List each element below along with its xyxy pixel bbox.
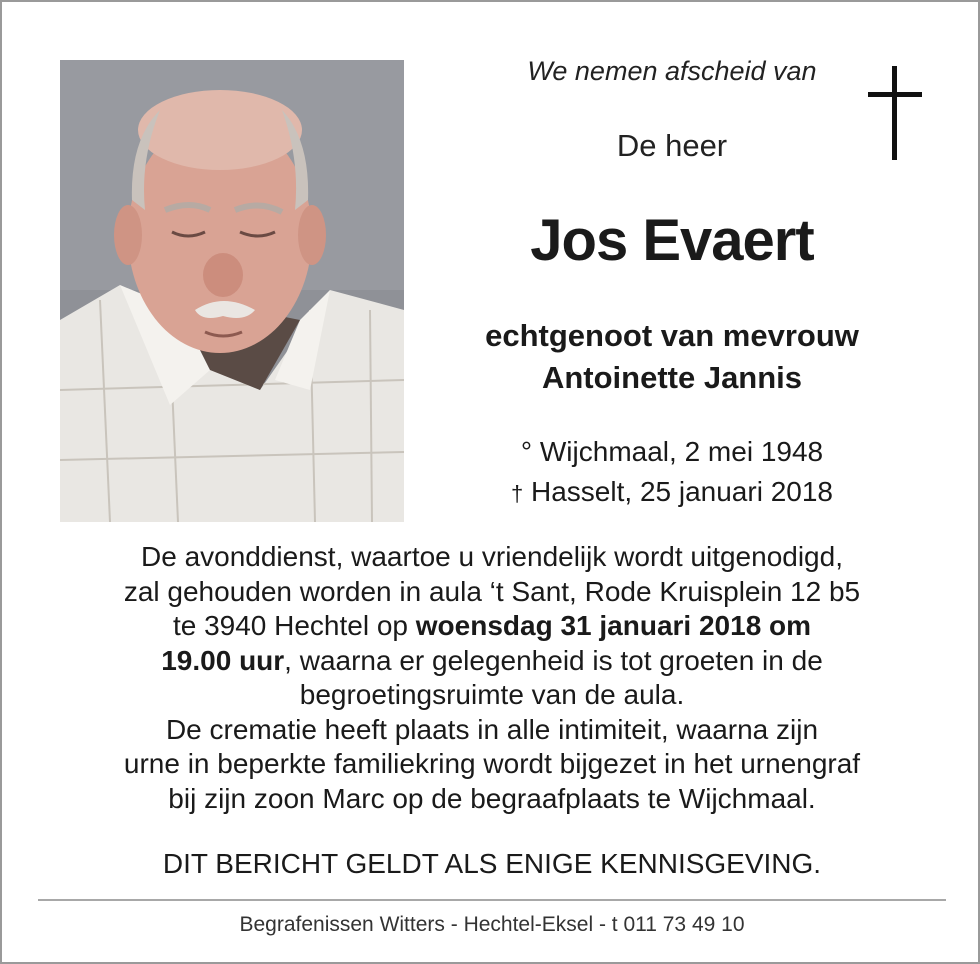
funeral-home-footer: Begrafenissen Witters - Hechtel-Eksel - t 011 73 49 10 [239, 913, 745, 936]
spouse-name: Antoinette Jannis [541, 360, 803, 395]
intro-text: We nemen afscheid van [527, 56, 817, 86]
spouse-block [442, 315, 902, 399]
dagger-icon: † [510, 481, 524, 506]
death-date: Hasselt, 25 januari 2018 [531, 476, 833, 507]
portrait-photo [60, 60, 404, 522]
service-line: begroetingsruimte van de aula. [299, 679, 685, 710]
service-date-bold: woensdag 31 januari 2018 om [415, 610, 812, 641]
service-line-text: te 3940 Hechtel op [172, 610, 416, 641]
honorific: De heer [616, 128, 728, 163]
birth-line [442, 432, 902, 472]
birth-marker: ° [520, 436, 533, 467]
service-line: zal gehouden worden in aula ‘t Sant, Rode Kruisplein 12 b5 [123, 575, 861, 607]
spouse-line-1: echtgenoot van mevrouw [485, 318, 859, 353]
deceased-name: Jos Evaert [530, 208, 814, 273]
service-line: De crematie heeft plaats in alle intimiteit, waarna zijn [165, 713, 819, 745]
service-line-text: , waarna er gelegenheid is tot groeten in de [284, 644, 823, 676]
notice-text: DIT BERICHT GELDT ALS ENIGE KENNISGEVING. [162, 848, 822, 879]
service-line: bij zijn zoon Marc op de begraafplaats te Wijchmaal. [168, 782, 816, 814]
birth-date: Wijchmaal, 2 mei 1948 [539, 436, 824, 467]
service-time-bold: 19.00 uur [161, 644, 285, 676]
service-line [42, 644, 942, 679]
service-line [42, 609, 942, 644]
service-line: urne in beperkte familiekring wordt bijgezet in het urnengraf [123, 748, 861, 779]
death-line [442, 472, 902, 514]
portrait-photo-icon [60, 60, 404, 522]
service-details [42, 540, 942, 816]
divider [38, 899, 946, 901]
dates-block [442, 432, 902, 514]
service-line: De avonddienst, waartoe u vriendelijk wordt uitgenodigd, [141, 541, 843, 572]
